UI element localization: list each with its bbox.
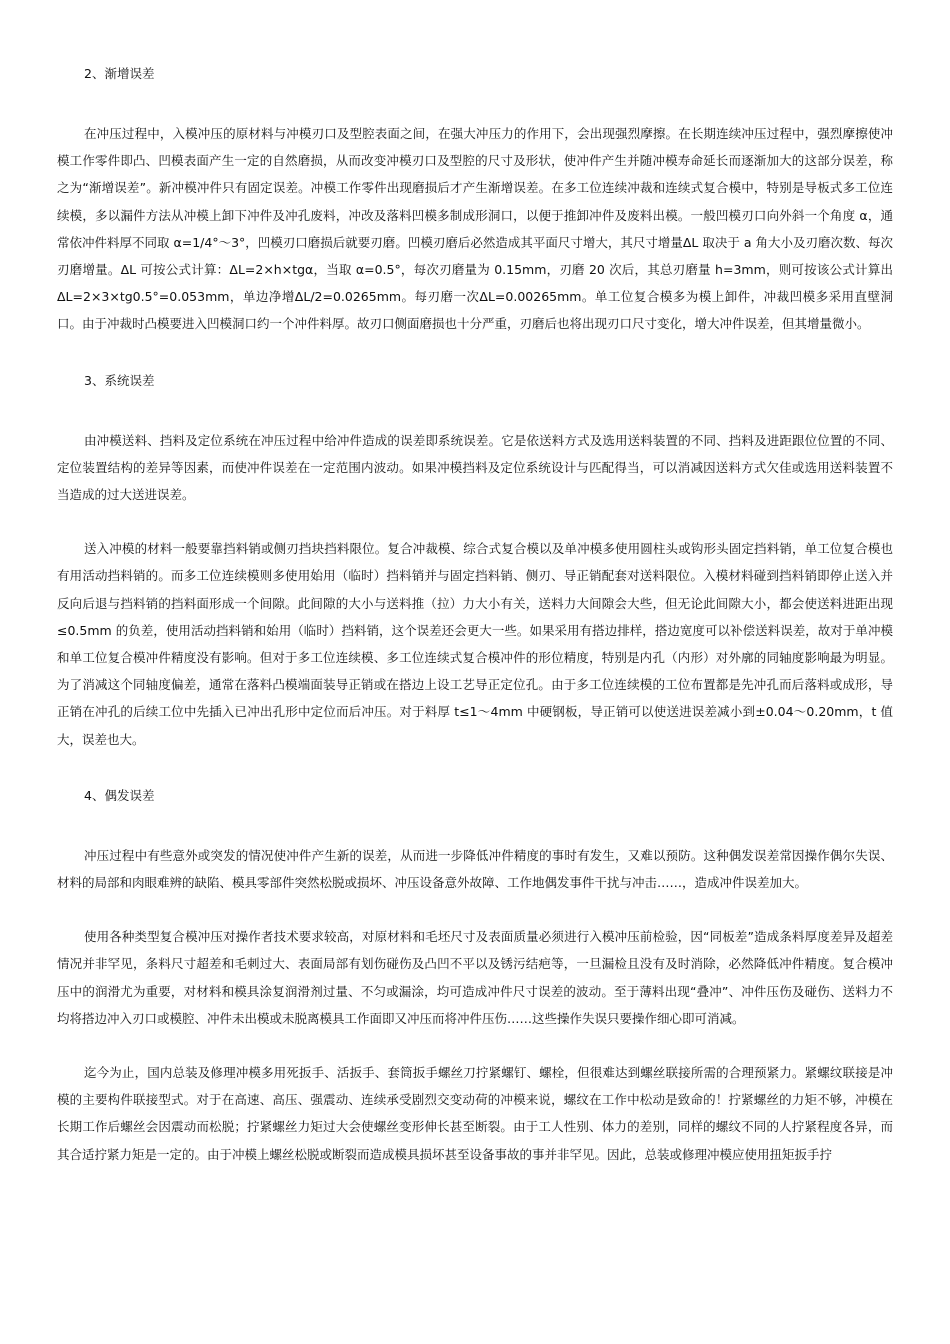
paragraph: 送入冲模的材料一般要靠挡料销或侧刃挡块挡料限位。复合冲裁模、综合式复合模以及单冲模多使用圆柱头或钩形头固定挡料销，单工位复合模也有用活动挡料销的。而多工位连续模则多使用始用（临时）挡料销并与固定挡料销、侧刃、导正销配套对送料限位。入模材料碰到挡料销即停止送入并反向后退与挡料销的挡料面形成一个间隙。此间隙的大小与送料推（拉）力大小有关，送料力大间隙会大些，但无论此间隙大小，都会使送料进距出现≤0.5mm 的负差，使用活动挡料销和始用（临时）挡料销，这个误差还会更大一些。如果采用有搭边排样，搭边宽度可以补偿送料误差，故对于单冲模和单工位复合模冲件精度没有影响。但对于多工位连续模、多工位连续式复合模冲件的形位精度，特别是内孔（内形）对外廓的同轴度影响最为明显。为了消减这个同轴度偏差，通常在落料凸模端面装导正销或在搭边上设工艺导正定位孔。由于多工位连续模的工位布置都是先冲孔而后落料或成形，导正销在冲孔的后续工位中先插入已冲出孔形中定位而后冲压。对于料厚 t≤1～4mm 中硬钢板，导正销可以使送进误差减小到±0.04～0.20mm，t 值大，误差也大。 bbox=[57, 541, 893, 747]
spacer bbox=[57, 1032, 893, 1059]
spacer bbox=[57, 338, 893, 365]
section-heading-gradual-error: 2、渐增误差 bbox=[84, 66, 155, 81]
section-heading-accidental-error: 4、偶发误差 bbox=[84, 787, 155, 803]
paragraph: 由冲模送料、挡料及定位系统在冲压过程中给冲件造成的误差即系统误差。它是依送料方式及选用送料装置的不同、挡料及进距跟位位置的不同、定位装置结构的差异等因素，而使冲件误差在一定范围内波动。如果冲模挡料及定位系统设计与匹配得当，可以消减因送料方式欠佳或选用送料装置不当造成的过大送进误差。 bbox=[57, 432, 893, 503]
spacer bbox=[57, 753, 893, 780]
spacer bbox=[57, 896, 893, 923]
paragraph: 迄今为止，国内总装及修理冲模多用死扳手、活扳手、套筒扳手螺丝刀拧紧螺钉、螺栓，但很难达到螺丝联接所需的合理预紧力。紧螺纹联接是冲模的主要构件联接型式。对于在高速、高压、强震动、连续承受剧烈交变动荷的冲模来说，螺纹在工作中松动是致命的！拧紧螺丝的力矩不够，冲模在长期工作后螺丝会因震动而松脱；拧紧螺丝力矩过大会使螺丝变形伸长甚至断裂。由于工人性别、体力的差别，同样的螺纹不同的人拧紧程度各异，而其合适拧紧力矩是一定的。由于冲模上螺丝松脱或断裂而造成模具损坏甚至设备事故的事并非罕见。因此，总装或修理冲模应使用扭矩扳手拧 bbox=[57, 1065, 893, 1162]
paragraph: 在冲压过程中，入模冲压的原材料与冲模刃口及型腔表面之间，在强大冲压力的作用下，会出现强烈摩擦。在长期连续冲压过程中，强烈摩擦使冲模工作零件即凸、凹模表面产生一定的自然磨损，从而改变冲模刃口及型腔的尺寸及形状，使冲件产生并随冲模寿命延长而逐渐加大的这部分误差，称之为“渐增误差”。新冲模冲件只有固定误差。冲模工作零件出现磨损后才产生渐增误差。在多工位连续冲裁和连续式复合模中，特别是导板式多工位连续模，多以漏件方法从冲模上卸下冲件及冲孔废料，冲改及落料凹模多制成形洞口，以便于推卸冲件及废料出模。一般凹模刃口向外斜一个角度 α，通常依冲件料厚不同取 α=1/4°～3°，凹模刃口磨损后就要刃磨。凹模刃磨后必然造成其平面尺寸增大，其尺寸增量ΔL 取决于 a 角大小及刃磨次数、每次刃磨增量。ΔL 可按公式计算：ΔL=2×h×tgα，当取 α=0.5°，每次刃磨量为 0.15mm，刃磨 20 次后，其总刃磨量 h=3mm，则可按该公式计算出ΔL=2×3×tg0.5°=0.053mm，单边净增ΔL/2=0.0265mm。每刃磨一次ΔL=0.00265mm。单工位复合模多为模上卸件，冲裁凹模多采用直壁洞口。由于冲裁时凸模要进入凹模洞口约一个冲件料厚。故刃口侧面磨损也十分严重，刃磨后也将出现刃口尺寸变化，增大冲件误差，但其增量微小。 bbox=[57, 126, 893, 332]
spacer bbox=[57, 812, 893, 842]
spacer bbox=[57, 90, 893, 120]
spacer bbox=[57, 508, 893, 535]
section-heading-system-error: 3、系统误差 bbox=[84, 372, 155, 388]
paragraph: 冲压过程中有些意外或突发的情况使冲件产生新的误差，从而进一步降低冲件精度的事时有发生，又难以预防。这种偶发误差常因操作偶尔失误、材料的局部和肉眼难辨的缺陷、模具零部件突然松脱或损坏、冲压设备意外故障、工作地偶发事件干扰与冲击……，造成冲件误差加大。 bbox=[57, 847, 893, 891]
spacer bbox=[57, 397, 893, 427]
paragraph: 使用各种类型复合模冲压对操作者技术要求较高，对原材料和毛坯尺寸及表面质量必须进行入模冲压前检验，因“同板差”造成条料厚度差异及超差情况并非罕见，条料尺寸超差和毛刺过大、表面局部有划伤碰伤及凸凹不平以及锈污结疤等，一旦漏检且没有及时消除，必然降低冲件精度。复合模冲压中的润滑尤为重要，对材料和模具涂复润滑剂过量、不匀或漏涂，均可造成冲件尺寸误差的波动。至于薄料出现“叠冲”、冲件压伤及碰伤、送料力不均将搭边冲入刃口或模腔、冲件未出模或未脱离模具工作面即又冲压而将冲件压伤……这些操作失误只要操作细心即可消减。 bbox=[57, 929, 893, 1026]
document-page bbox=[57, 58, 893, 1168]
